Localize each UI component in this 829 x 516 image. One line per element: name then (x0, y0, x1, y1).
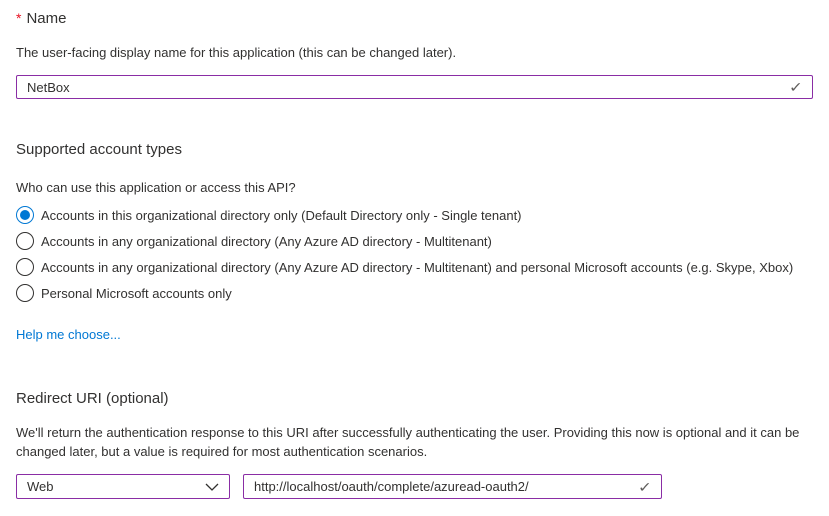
radio-label: Accounts in this organizational directory only (Default Directory only - Single tenant) (41, 207, 522, 223)
help-me-choose-link[interactable]: Help me choose... (16, 327, 121, 342)
redirect-uri-value: http://localhost/oauth/complete/azuread-oauth2/ (254, 479, 529, 494)
radio-button[interactable] (16, 206, 34, 224)
name-description: The user-facing display name for this application (this can be changed later). (16, 45, 457, 60)
redirect-uri-description: We'll return the authentication response to this URI after successfully authenticating the user. Providing this now is optional and it can be changed later, but a value is required for most authentication scenarios. (16, 425, 800, 459)
radio-button[interactable] (16, 258, 34, 276)
radio-label: Accounts in any organizational directory (Any Azure AD directory - Multitenant) and personal Microsoft accounts (e.g. Skype, Xbox) (41, 259, 794, 275)
redirect-uri-input[interactable] (243, 474, 662, 499)
redirect-uri-heading: Redirect URI (optional) (16, 390, 169, 407)
valid-checkmark-icon: ✓ (638, 478, 653, 495)
account-types-question: Who can use this application or access this API? (16, 180, 296, 195)
name-input-value: NetBox (27, 79, 70, 95)
account-type-option-personal-only[interactable] (16, 284, 232, 302)
platform-selected-value: Web (27, 479, 54, 494)
required-asterisk: * (16, 10, 22, 26)
account-type-option-multitenant-personal[interactable] (16, 258, 793, 276)
radio-button[interactable] (16, 284, 34, 302)
account-type-option-single-tenant[interactable] (16, 206, 522, 224)
name-section-heading (16, 10, 66, 27)
radio-label: Accounts in any organizational directory (Any Azure AD directory - Multitenant) (41, 233, 492, 249)
name-input[interactable] (16, 75, 813, 99)
account-type-option-multitenant[interactable] (16, 232, 492, 250)
account-types-heading: Supported account types (16, 141, 182, 158)
name-label: Name (26, 10, 67, 27)
radio-button[interactable] (16, 232, 34, 250)
platform-select-dropdown[interactable] (16, 474, 230, 499)
chevron-down-icon (205, 483, 219, 491)
radio-label: Personal Microsoft accounts only (41, 285, 232, 301)
valid-checkmark-icon: ✓ (789, 79, 804, 95)
